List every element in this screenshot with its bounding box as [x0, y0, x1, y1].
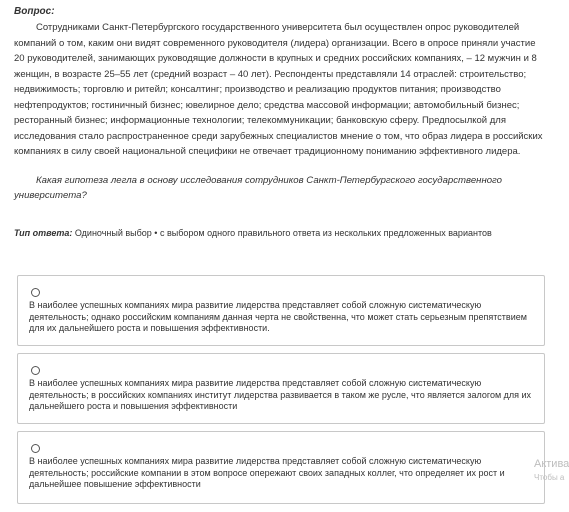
answer-option-3[interactable]: [17, 431, 545, 504]
answer-option-2[interactable]: [17, 353, 545, 424]
question-heading: Вопрос:: [14, 6, 55, 17]
answer-type-value: Одиночный выбор • с выбором одного правильного ответа из нескольких предложенных вариантов: [72, 228, 492, 238]
radio-button[interactable]: [31, 288, 40, 297]
watermark-line-1: Актива: [534, 458, 569, 470]
radio-button[interactable]: [31, 366, 40, 375]
option-text: В наиболее успешных компаниях мира развитие лидерства представляет собой сложную систематическую деятельность; в российских компаниях институт лидерства развивается в таком же русле, что является залогом для их дальнейшего роста и повышения эффективности: [29, 378, 532, 411]
answer-type: [14, 228, 492, 238]
question-text: Сотрудниками Санкт-Петербургского государственного университета был осуществлен опрос руководителей компаний о том, каким они видят современного руководителя (лидера) организации. Всего в опросе приняли участие 20 руководителей, занимающих руководящие должности в крупных и средних российских компаниях, – 12 мужчин и 8 женщин, в возрасте 25–55 лет (средний возраст – 40 лет). Респонденты представляли 14 отраслей: строительство; недвижимость; торговлю и ритейл; консалтинг; производство и реализацию продуктов питания; производство нефтепродуктов; гостиничный бизнес; ювелирное дело; средства массовой информации; автомобильный бизнес; ресторанный бизнес; информационные технологии; телекоммуникации; банковскую сферу. Предпосылкой для исследования стало распространенное среди зарубежных специалистов мнение о том, что образ лидера в российских компаниях в силу своей национальной специфики не отвечает традиционному пониманию эффективного лидера.: [14, 22, 543, 157]
watermark-line-2: Чтобы а: [534, 473, 565, 482]
question-prompt: Какая гипотеза легла в основу исследования сотрудников Санкт-Петербургского государственного университета?: [14, 174, 503, 201]
activation-watermark: [534, 458, 569, 484]
question-block: [14, 6, 546, 203]
option-text: В наиболее успешных компаниях мира развитие лидерства представляет собой сложную систематическую деятельность; российские компании в этом вопросе опережают своих западных коллег, что определяет их рост и дальнейшее повышение эффективности: [29, 456, 505, 489]
option-text: В наиболее успешных компаниях мира развитие лидерства представляет собой сложную систематическую деятельность; однако российским компаниям данная черта не свойственна, что может стать серьезным препятствием для их дальнейшего роста и повышения эффективности.: [29, 300, 527, 333]
radio-button[interactable]: [31, 444, 40, 453]
answer-option-1[interactable]: [17, 275, 545, 346]
answer-type-label: Тип ответа:: [14, 228, 73, 238]
